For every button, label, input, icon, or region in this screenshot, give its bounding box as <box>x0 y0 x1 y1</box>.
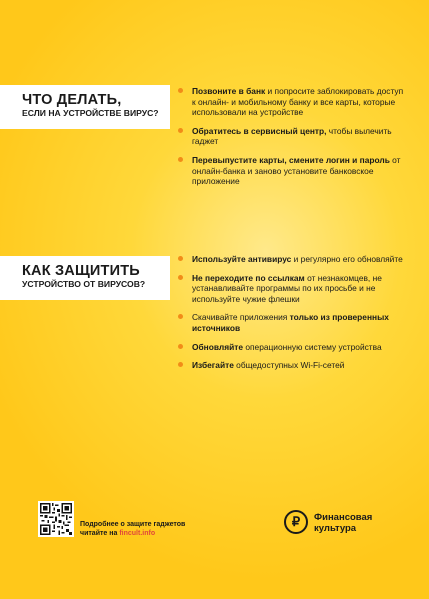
section2-subtitle: УСТРОЙСТВО ОТ ВИРУСОВ? <box>22 279 146 289</box>
section2-list <box>178 254 408 379</box>
logo-line2: культура <box>314 523 357 534</box>
item-text: чтобы вылечить гаджет <box>192 125 392 147</box>
section1-title: ЧТО ДЕЛАТЬ, <box>22 92 122 108</box>
item-bold: Обновляйте <box>192 341 244 352</box>
list-item <box>178 312 408 333</box>
section1-subtitle: ЕСЛИ НА УСТРОЙСТВЕ ВИРУС? <box>22 108 159 118</box>
list-item <box>178 273 408 305</box>
section1-list <box>178 86 408 195</box>
logo-text <box>314 512 372 534</box>
item-text: от незнакомцев, не устанавливайте программы по их просьбе и не используйте чужие флешки <box>192 272 382 304</box>
section1-heading <box>0 85 170 129</box>
financial-culture-logo <box>284 508 404 538</box>
more-info-line2 <box>80 529 185 538</box>
item-bold: Позвоните в банк <box>192 86 266 96</box>
more-info-prefix: читайте на <box>80 530 120 537</box>
qr-code-icon[interactable] <box>38 501 74 537</box>
list-item <box>178 342 408 353</box>
item-text: и попросите заблокировать доступ к онлайн- и мобильному банку и все карты, которые использовали на устройстве <box>192 86 404 118</box>
item-bold: Не переходите по ссылкам <box>192 272 305 283</box>
item-bold: Перевыпустите карты, смените логин и пароль <box>192 154 390 165</box>
item-text: от онлайн-банка и заново установите банковское приложение <box>192 154 401 187</box>
item-bold: Используйте антивирус <box>192 254 292 264</box>
item-text: общедоступных Wi-Fi-сетей <box>233 360 345 371</box>
fincult-link[interactable]: fincult.info <box>119 530 156 537</box>
list-item <box>178 254 408 265</box>
item-bold: только из проверенных источников <box>192 312 389 333</box>
section2-heading <box>0 256 170 300</box>
item-text: операционную систему устройства <box>243 341 382 352</box>
logo-line1: Финансовая <box>314 512 373 523</box>
more-info <box>80 520 185 538</box>
list-item <box>178 360 408 371</box>
item-bold: Избегайте <box>192 360 234 371</box>
item-bold: Обратитесь в сервисный центр, <box>192 125 327 136</box>
ruble-circle-icon: ₽ <box>284 510 308 534</box>
section2-title: КАК ЗАЩИТИТЬ <box>22 263 140 279</box>
list-item <box>178 126 408 147</box>
list-item <box>178 155 408 187</box>
more-info-line1: Подробнее о защите гаджетов <box>80 521 186 528</box>
list-item <box>178 86 408 118</box>
item-pre: Скачивайте приложения <box>192 312 290 323</box>
item-text: и регулярно его обновляйте <box>291 254 403 264</box>
